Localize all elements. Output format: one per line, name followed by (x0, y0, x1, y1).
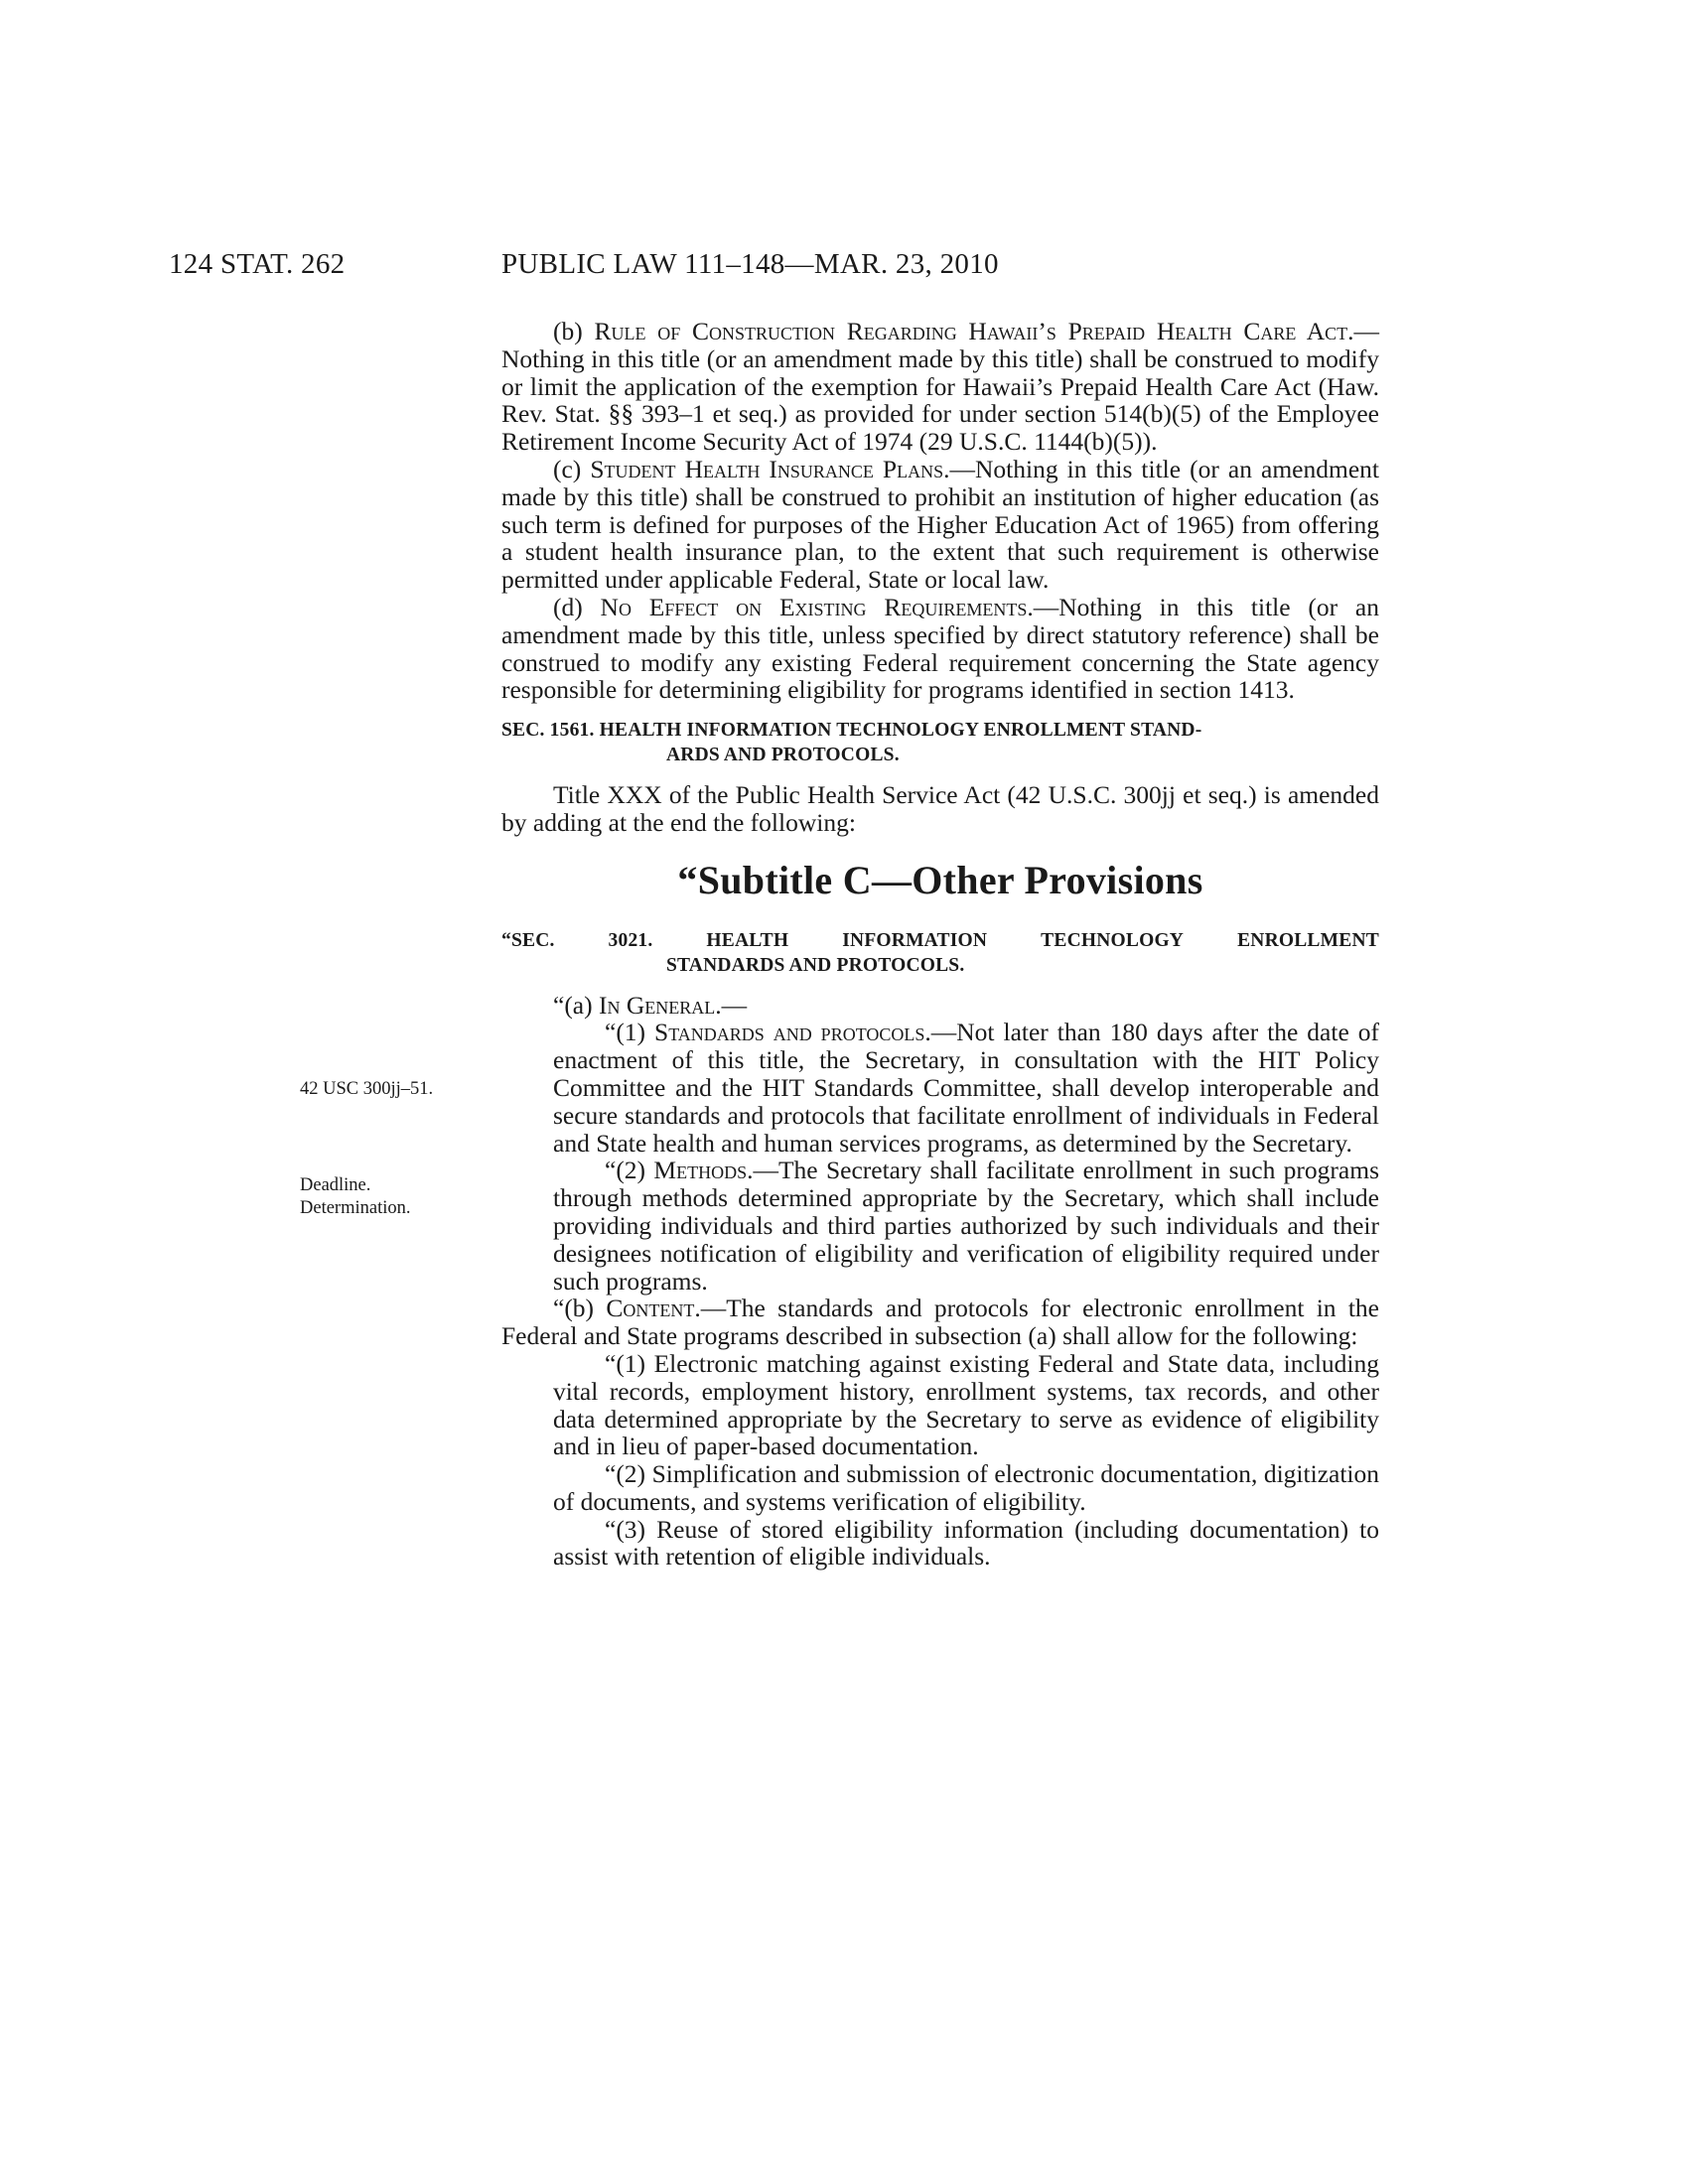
paragraph-a1 (501, 1019, 1379, 1157)
law-title: PUBLIC LAW 111–148—MAR. 23, 2010 (501, 248, 999, 280)
margin-note-deadline: Deadline. (300, 1175, 371, 1195)
section-heading-line: STANDARDS AND PROTOCOLS. (666, 954, 965, 976)
heading-word: HEALTH (706, 929, 789, 951)
paragraph-label: “(b) (553, 1294, 607, 1323)
margin-note-usc: 42 USC 300jj–51. (300, 1079, 434, 1099)
paragraph-label: “(a) (553, 990, 599, 1020)
margin-note-determination: Determination. (300, 1198, 411, 1218)
paragraph-c (501, 456, 1379, 594)
paragraph-heading: Content. (606, 1294, 701, 1323)
subsection-a (501, 992, 1379, 1020)
paragraph-d (501, 594, 1379, 704)
stat-page-number: 124 STAT. 262 (169, 248, 346, 280)
section-heading-line: ARDS AND PROTOCOLS. (666, 745, 900, 766)
paragraph-heading: In General. (599, 990, 722, 1020)
heading-word: “SEC. (501, 929, 555, 951)
paragraph-text: —The standards and protocols for electronic enrollment in the Federal and State programs described in subsection (a) shall allow for the following: (501, 1294, 1379, 1351)
paragraph-b2: “(2) Simplification and submission of electronic documentation, digitization of documents, and systems verification of eligibility. (553, 1459, 1379, 1516)
section-heading-line: SEC. 1561. HEALTH INFORMATION TECHNOLOGY ENROLLMENT STAND- (501, 720, 1202, 742)
paragraph-b1: “(1) Electronic matching against existing Federal and State data, including vital records, employment history, enrollment systems, tax records, and other data determined appropriate by the Secretary to serve as evidence of eligibility and in lieu of paper-based documentation. (553, 1348, 1379, 1461)
paragraph-heading: Student Health Insurance Plans. (590, 454, 950, 483)
paragraph-heading: Rule of Construction Regarding Hawaii’s Prepaid Health Care Act. (594, 317, 1354, 345)
paragraph-b (501, 318, 1379, 456)
paragraph-heading: Standards and protocols. (654, 1018, 931, 1047)
paragraph-text: —Nothing in this title (or an amendment made by this title, unless specified by direct statutory reference) shall be construed to modify any existing Federal requirement concerning the State agency responsible for determining eligibility for programs identified in section 1413. (501, 592, 1379, 705)
section-1561-heading (501, 718, 1379, 767)
heading-word: TECHNOLOGY (1041, 929, 1185, 951)
section-3021-heading (501, 928, 1379, 978)
paragraph-heading: No Effect on Existing Requirements. (600, 592, 1034, 621)
paragraph-b3: “(3) Reuse of stored eligibility information (including documentation) to assist with retention of eligible individuals. (553, 1514, 1379, 1571)
paragraph-dash: — (721, 990, 748, 1020)
subsection-b (501, 1295, 1379, 1350)
paragraph-text: —The Secretary shall facilitate enrollment in such programs through methods determined appropriate by the Secretary, which shall include providing individuals and third parties authorized by such individuals and their designees notification of eligibility and verification of eligibility required under such programs. (553, 1156, 1379, 1296)
page-header (169, 248, 1231, 290)
document-body (501, 318, 1379, 1570)
paragraph-label: “(1) (605, 1018, 655, 1047)
paragraph-label: (c) (553, 454, 591, 483)
paragraph-text: —Not later than 180 days after the date of enactment of this title, the Secretary, in consultation with the HIT Policy Committee and the HIT Standards Committee, shall develop interoperable and secure standards and protocols that facilitate enrollment of individuals in Federal and State health and human services programs, as determined by the Secretary. (553, 1018, 1379, 1158)
paragraph-text: —Nothing in this title (or an amendment made by this title) shall be construed to prohibit an institution of higher education (as such term is defined for purposes of the Higher Education Act of 1965) from offering a student health insurance plan, to the extent that such requirement is otherwise permitted under applicable Federal, State or local law. (501, 454, 1379, 595)
paragraph-label: “(2) (605, 1156, 654, 1185)
paragraph-text: —Nothing in this title (or an amendment made by this title) shall be construed to modify or limit the application of the exemption for Hawaii’s Prepaid Health Care Act (Haw. Rev. Stat. §§ 393–1 et seq.) as provided for under section 514(b)(5) of the Employee Retirement Income Security Act of 1974 (29 U.S.C. 1144(b)(5)). (501, 317, 1379, 457)
section-1561-text: Title XXX of the Public Health Service Act (42 U.S.C. 300jj et seq.) is amended by adding at the end the following: (501, 780, 1379, 837)
paragraph-label: (b) (553, 317, 595, 345)
heading-word: ENROLLMENT (1237, 929, 1379, 951)
paragraph-heading: Methods. (653, 1156, 754, 1185)
paragraph-label: (d) (553, 592, 601, 621)
heading-word: 3021. (608, 929, 653, 951)
paragraph-a2 (501, 1157, 1379, 1295)
heading-word: INFORMATION (842, 929, 988, 951)
subtitle-heading: “Subtitle C—Other Provisions (677, 857, 1203, 902)
